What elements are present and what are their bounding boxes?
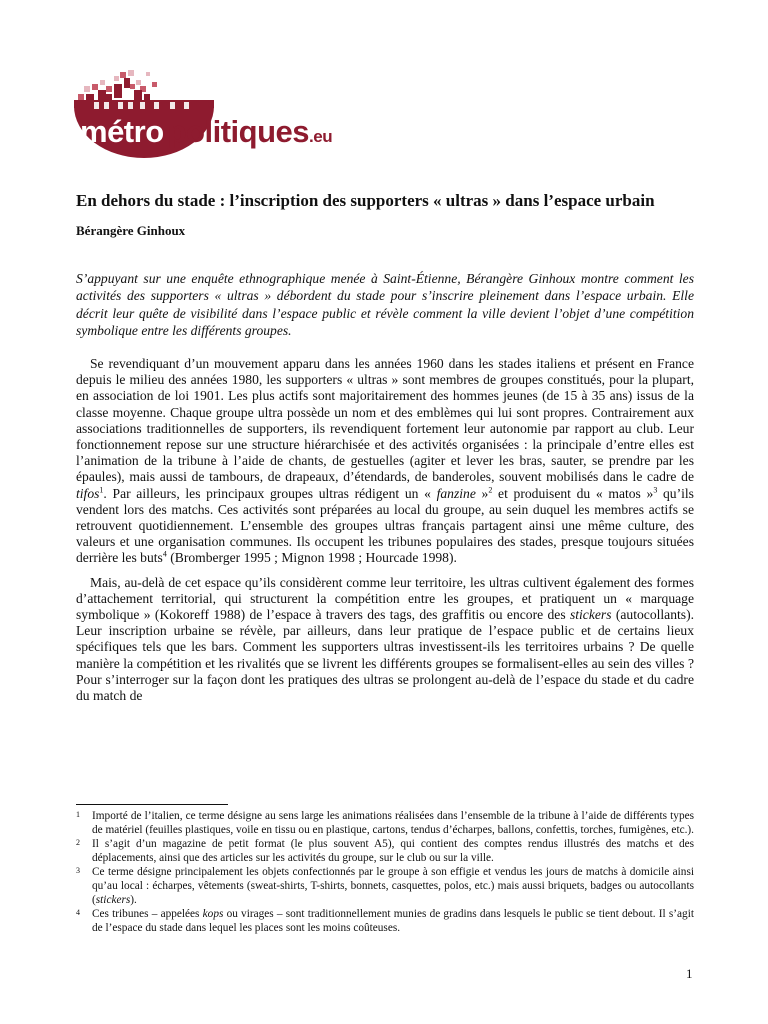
footnote-text-a: Ces tribunes – appelées <box>92 908 203 920</box>
footnote-1 <box>76 809 694 837</box>
p1-text-d: et produisent du « matos » <box>492 485 654 501</box>
footnote-ref-1[interactable]: 1 <box>99 485 104 495</box>
page-number: 1 <box>686 966 693 981</box>
footnote-number: 3 <box>76 866 80 875</box>
p2-text-a: Mais, au-delà de cet espace qu’ils considèrent comme leur territoire, les ultras cultivent également des formes d’attachement territorial, qui structurent la compétition entre les groupes, et pratiquent un « marquage symbolique » (Kokoreff 1988) de l’espace à travers des tags, des graffitis ou encore des <box>76 574 694 623</box>
article-abstract: S’appuyant sur une enquête ethnographique menée à Saint-Étienne, Bérangère Ginhoux montre comment les activités des supporters « ultras » débordent du stade pour s’inscrire pleinement dans l’espace urbain. Elle décrit leur quête de visibilité dans l’espace public et révèle comment la ville devient l’objet d’une compétition symbolique entre les différents groupes. <box>76 271 694 339</box>
body-paragraph-2 <box>76 575 694 705</box>
p1-text-a: Se revendiquant d’un mouvement apparu dans les années 1960 dans les stades italiens et présent en France depuis le milieu des années 1980, les supporters « ultras » sont membres de groupes constitués, pour la plupart, en association de loi 1901. Les plus actifs sont majoritairement des hommes jeunes (de 15 à 35 ans) issus de la classe moyenne. Chaque groupe ultra possède un nom et des emblèmes qui lui sont propres. Contrairement aux associations traditionnelles de supporters, ils revendiquent fortement leur autonomie par rapport au club. Leur fonctionnement repose sur une structure hiérarchisée et des activités organisées : la principale d’entre elles est l’animation de la tribune à l’aide de chants, de gestuelles (agiter et lever les bras, sauter, se prendre par les épaules), mais aussi de tambours, de drapeaux, d’étendards, de banderoles, souvent mobilisés dans le cadre de <box>76 356 694 485</box>
footnote-3 <box>76 865 694 907</box>
footnote-text-b: ). <box>130 894 137 906</box>
footnote-number: 1 <box>76 810 80 819</box>
logo-wordmark <box>80 116 332 147</box>
footnote-text-a: Ce terme désigne principalement les objets confectionnés par le groupe à son effigie et vendus les jours de matchs à domicile ainsi qu’au local : écharpes, vêtements (sweat-shirts, T-shirts, bonnets, casquettes, polos, etc.) mais aussi briquets, badges ou autocollants ( <box>92 866 694 906</box>
footnote-text: Il s’agit d’un magazine de petit format (le plus souvent A5), qui contient des comptes rendus illustrés des matchs et des déplacements, ainsi que des articles sur les activités du groupe, sur le club ou sur la ville. <box>92 838 694 864</box>
footnote-ref-2[interactable]: 2 <box>488 485 493 495</box>
body-paragraph-1 <box>76 356 694 567</box>
site-logo[interactable] <box>74 66 364 162</box>
article-author: Bérangère Ginhoux <box>76 223 186 238</box>
p2-text-b: (autocollants). Leur inscription urbaine se révèle, par ailleurs, dans leur pratique de l’espace public et de certains lieux spécifiques tels que les bars. Comment les supporters ultras investissent-ils les territoires urbains ? De quelle manière la compétition et les rivalités que se livrent les différents groupes se formalisent-elles au sein des villes ? Pour s’interroger sur la façon dont les pratiques des ultras se prolongent au-delà de l’espace du stade et du cadre du match de <box>76 607 694 704</box>
footnote-ref-4[interactable]: 4 <box>162 549 167 559</box>
footnote-ref-3[interactable]: 3 <box>653 485 658 495</box>
footnote-kops-term: kops <box>202 908 224 920</box>
article-title: En dehors du stade : l’inscription des supporters « ultras » dans l’espace urbain <box>76 191 655 210</box>
logo-politiques-text: politiques <box>167 114 310 149</box>
footnote-number: 4 <box>76 908 80 917</box>
footnote-4 <box>76 907 694 935</box>
p1-text-c: » <box>475 485 489 501</box>
footnote-number: 2 <box>76 838 80 847</box>
p2-stickers-term: stickers <box>569 607 612 623</box>
footnote-text-b: ou virages – sont traditionnellement munies de gradins dans lesquels le public se tient debout. Il s’agit de l’espace du stade dans lequel les places sont les moins coûteuses. <box>92 908 694 934</box>
footnotes <box>76 809 694 935</box>
p1-tifos-term: tifos <box>76 485 100 501</box>
footnote-stickers-term: stickers <box>95 894 131 906</box>
p1-fanzine-term: fanzine <box>436 485 476 501</box>
footnote-divider <box>76 804 228 805</box>
logo-eu-text: .eu <box>309 127 333 146</box>
footnote-text: Importé de l’italien, ce terme désigne au sens large les animations réalisées dans l’ensemble de la tribune à l’aide de différents types de matériel (feuilles plastiques, voile en tissu ou en plastique, cartons, tendus d’écharpes, ballons, confettis, torches, fumigènes, etc.). <box>92 810 695 836</box>
article-body <box>76 356 694 712</box>
p1-text-b: . Par ailleurs, les principaux groupes ultras rédigent un « <box>103 485 437 501</box>
p1-text-e: qu’ils vendent lors des matchs. Ces activités sont préparées au local du groupe, au sein duquel les membres actifs se retrouvent quotidiennement. L’ensemble des groupes ultras français partagent ainsi une même culture, des valeurs et une organisation communes. Ils occupent les tribunes populaires des stades, presque toujours situées derrière les buts <box>76 485 694 566</box>
logo-metro-text: métro <box>80 114 164 149</box>
footnote-2 <box>76 837 694 865</box>
p1-text-f: (Bromberger 1995 ; Mignon 1998 ; Hourcade 1998). <box>166 550 457 566</box>
